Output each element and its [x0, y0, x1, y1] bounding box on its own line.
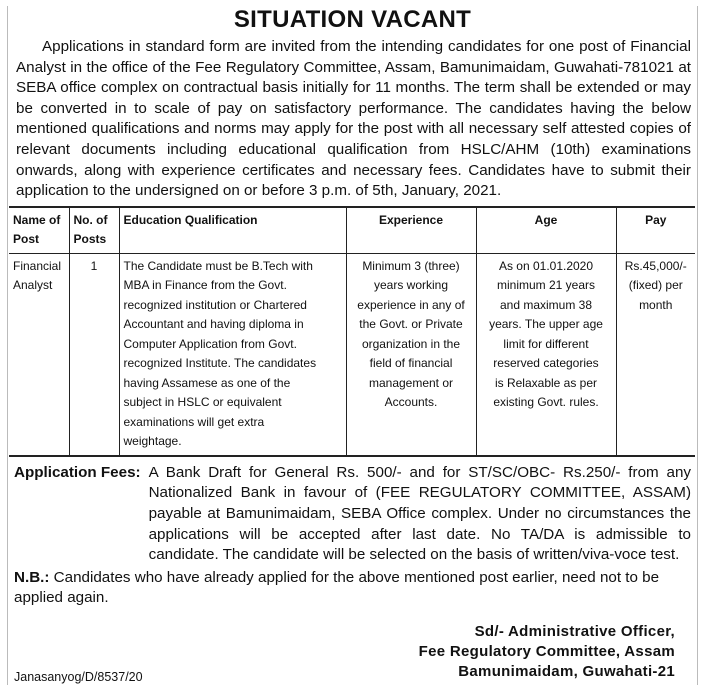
- signature-block: [419, 622, 675, 682]
- fees-text: A Bank Draft for General Rs. 500/- and for ST/SC/OBC- Rs.250/- from any Nationalized Bank in favour of (FEE REGULATORY COMMITTEE, ASSAM) payable at Bamunimaidam, SEBA Office complex. Under no circumstances the applications will be accepted after last date. No TA/DA is admissible to candidate. The candidate will be selected on the basis of written/viva-voce test.: [148, 463, 691, 564]
- cell-posts: 1: [69, 253, 119, 456]
- reference-number: Janasanyog/D/8537/20: [14, 670, 143, 684]
- cell-age: As on 01.01.2020 minimum 21 years and maximum 38 years. The upper age limit for different reserved categories is Relaxable as per existing Govt. rules.: [476, 253, 616, 456]
- header-no-of-posts: No. of Posts: [69, 207, 119, 254]
- signature-line-1: Sd/- Administrative Officer,: [474, 623, 675, 640]
- vacancy-table: [9, 206, 695, 457]
- nb-text: Candidates who have already applied for the above mentioned post earlier, need not to be applied again.: [14, 568, 660, 607]
- cell-name: Financial Analyst: [9, 253, 69, 456]
- signature-line-2: Fee Regulatory Committee, Assam: [418, 643, 675, 660]
- intro-paragraph: Applications in standard form are invited from the intending candidates for one post of Financial Analyst in the office of the Fee Regulatory Committee, Assam, Bamunimaidam, Guwahati-781021 at SEBA office complex on contractual basis initially for 11 months. The term shall be extended or may be converted in to scale of pay on satisfactory performance. The candidates having the below mentioned qualifications and norms may apply for the post with all necessary self attested copies of relevant documents including educational qualification from HSLC/AHM (10th) examinations onwards, along with experience certificates and necessary fees. Candidates have to submit their application to the undersigned on or before 3 p.m. of 5th, January, 2021.: [16, 38, 691, 200]
- cell-education: The Candidate must be B.Tech with MBA in Finance from the Govt. recognized institution or Chartered Accountant and having diploma in Computer Application from Govt. recognized Institute. The candidates having Assamese as one of the subject in HSLC or equivalent examinations will get extra weightage.: [119, 253, 346, 456]
- header-education: Education Qualification: [119, 207, 346, 254]
- nb-label: N.B.:: [14, 568, 50, 586]
- table-header-row: [9, 207, 695, 254]
- header-experience: Experience: [346, 207, 476, 254]
- signature-line-3: Bamunimaidam, Guwahati-21: [458, 663, 675, 680]
- cell-experience: Minimum 3 (three) years working experience in any of the Govt. or Private organization in the field of financial management or Accounts.: [346, 253, 476, 456]
- advertisement: [7, 6, 698, 685]
- nota-bene: [8, 568, 697, 609]
- fees-label: Application Fees:: [14, 463, 141, 481]
- header-name-of-post: Name of Post: [9, 207, 69, 254]
- application-fees: [8, 463, 697, 566]
- header-age: Age: [476, 207, 616, 254]
- table-row: [9, 253, 695, 456]
- page-title: SITUATION VACANT: [233, 6, 472, 33]
- cell-pay: Rs.45,000/- (fixed) per month: [616, 253, 695, 456]
- header-pay: Pay: [616, 207, 695, 254]
